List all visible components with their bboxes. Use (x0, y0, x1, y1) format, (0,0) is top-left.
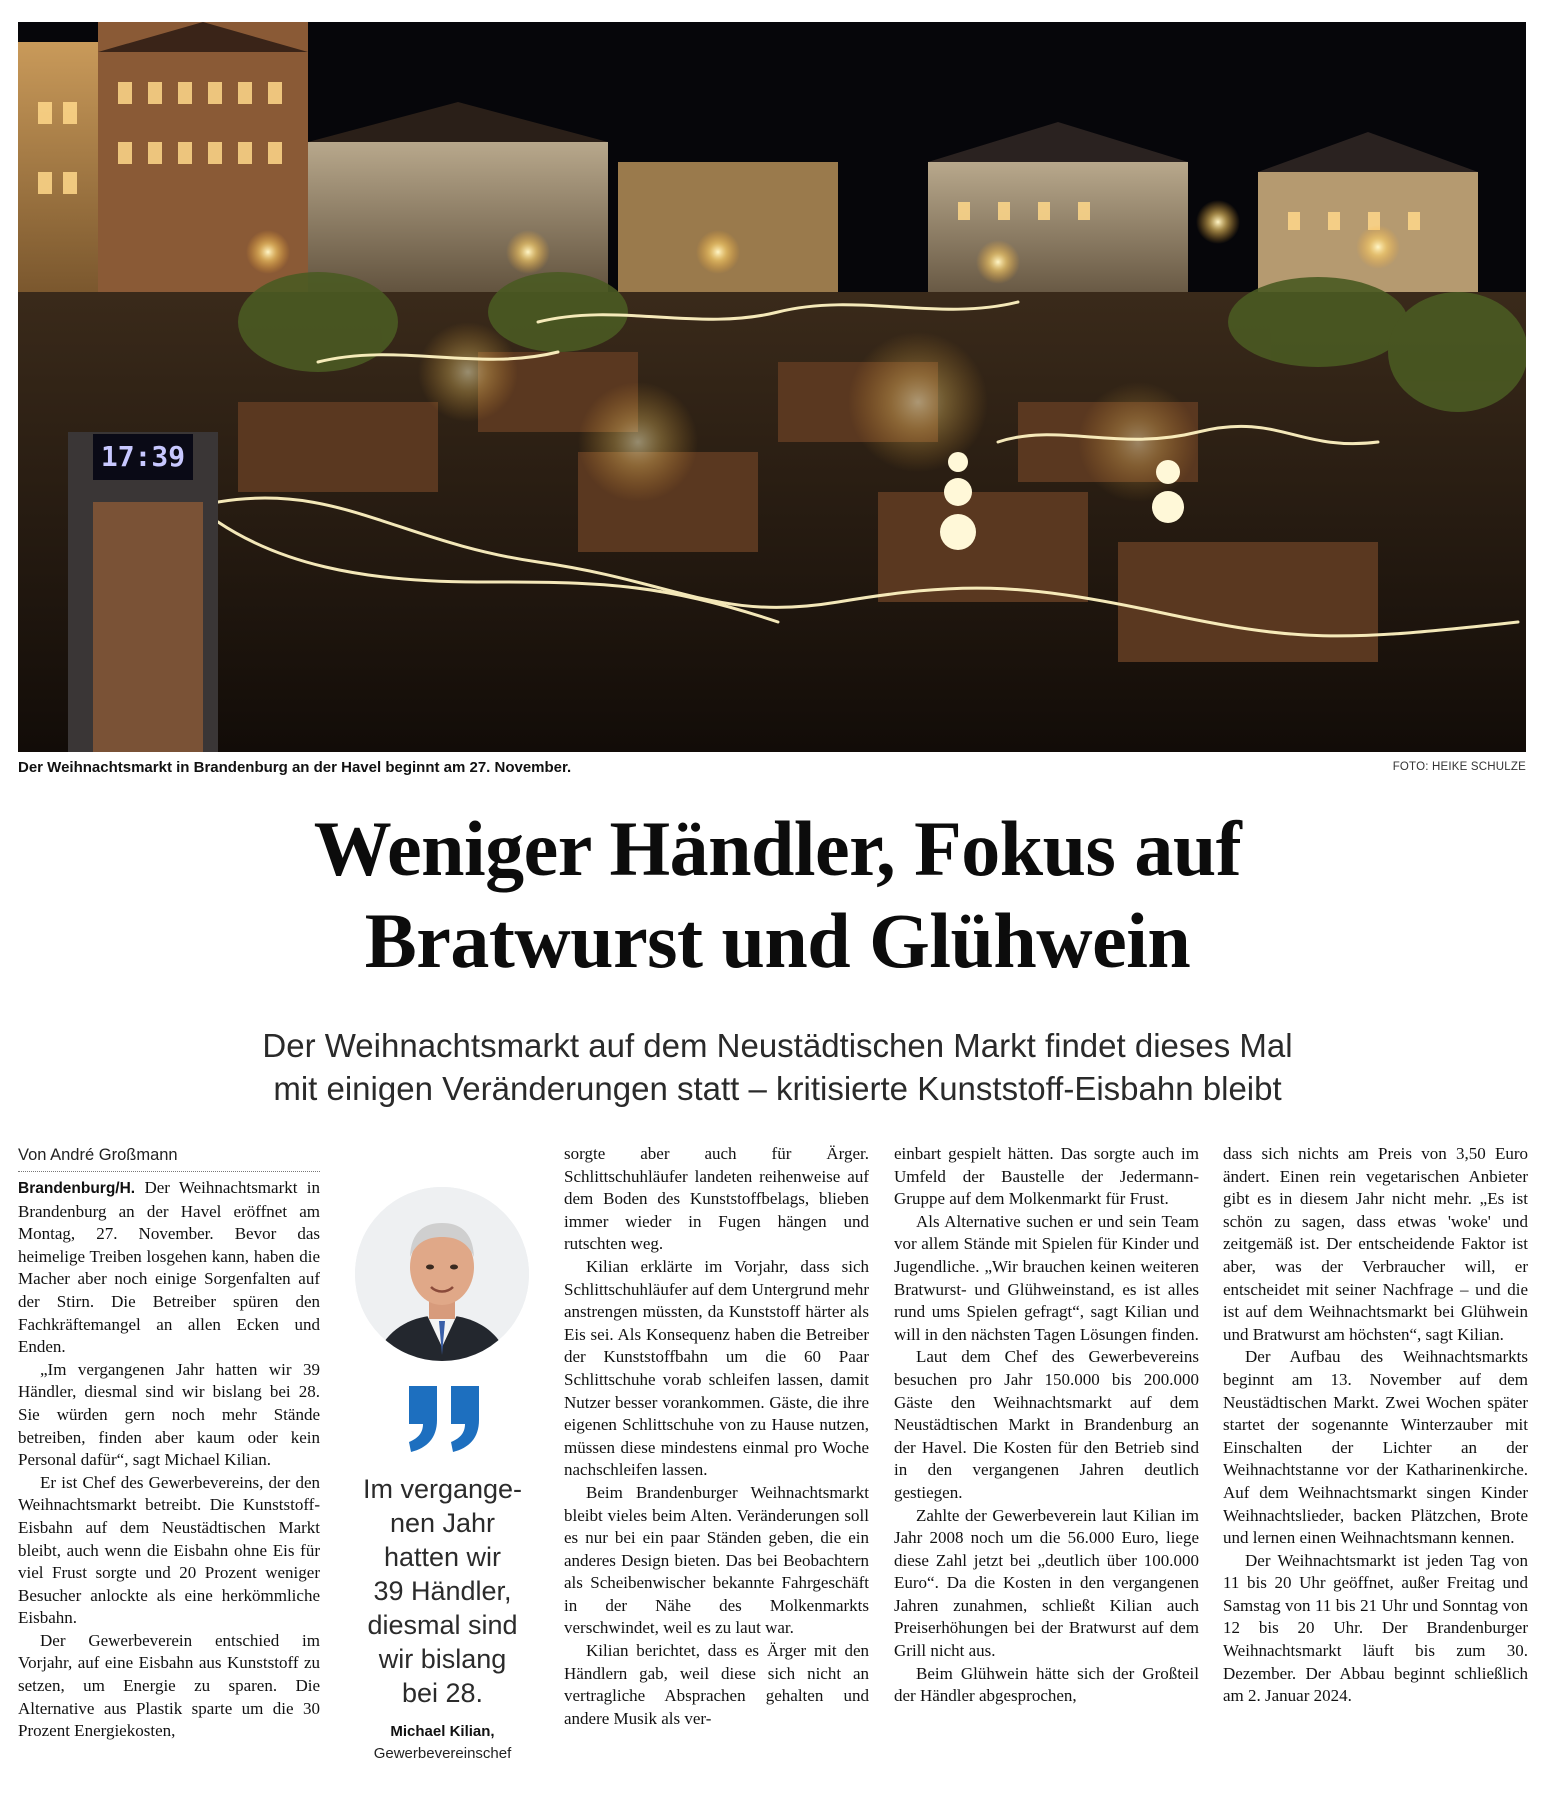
headline-line-2: Bratwurst und Glühwein (364, 897, 1191, 984)
headline-line-1: Weniger Händler, Fokus auf (313, 805, 1242, 892)
pull-quote-line: Im vergange- (362, 1474, 523, 1504)
pull-quote (340, 1472, 545, 1710)
pull-quote-line: bei 28. (401, 1678, 484, 1708)
paragraph: sorgte aber auch für Ärger. Schlittschuhläufer landeten reihenweise auf dem Boden des Kunststoffbelags, blieben immer wieder in Fugen hängen und rutschten weg. (564, 1144, 869, 1254)
paragraph: Der Gewerbeverein entschied im Vorjahr, auf eine Eisbahn aus Kunststoff zu setzen, um Energie zu sparen. Die Alternative aus Plastik sparte um die 30 Prozent Energiekosten, (18, 1630, 320, 1741)
article-headline (40, 803, 1515, 987)
article-column-3 (894, 1143, 1199, 1793)
paragraph: Kilian berichtet, dass es Ärger mit den Händlern gab, weil diese sich nicht an vertragliche Absprachen gehalten und andere Musik als ver- (564, 1641, 869, 1728)
subheadline-line-2: mit einigen Veränderungen statt – kritisierte Kunststoff-Eisbahn bleibt (273, 1070, 1282, 1107)
photo-caption: Der Weihnachtsmarkt in Brandenburg an der Havel beginnt am 27. November. (18, 759, 572, 776)
photo-illustration (18, 22, 1526, 752)
dateline: Brandenburg/H. (18, 1180, 136, 1197)
article-column-1 (18, 1177, 320, 1793)
pull-quote-line: diesmal sind (367, 1610, 518, 1640)
clock-display: 17:39 (100, 440, 186, 473)
pull-quote-line: nen Jahr (389, 1508, 496, 1538)
paragraph: Als Alternative suchen er und sein Team vor allem Stände mit Spielen für Kinder und Jugendliche. „Wir brauchen keinen weiteren Bratwurst- und Glühweinstand, es ist alles rund ums Spielen gefragt“, sagt Kilian und will in den nächsten Tagen Lösungen finden. (894, 1211, 1199, 1344)
quote-author-role: Gewerbevereinschef (373, 1745, 512, 1762)
portrait-photo (355, 1187, 529, 1361)
quote-author: Michael Kilian, (390, 1723, 495, 1740)
pull-quote-line: wir bislang (378, 1644, 507, 1674)
article-column-4 (1223, 1143, 1528, 1793)
portrait-illustration (355, 1187, 529, 1361)
pull-quote-line: hatten wir (383, 1542, 502, 1572)
article-column-2 (564, 1143, 869, 1793)
paragraph: Beim Brandenburger Weihnachtsmarkt bleibt vieles beim Alten. Veränderungen soll es nur bei ein paar Ständen geben, die ein anderes Design bieten. Das bei Beobachtern als Scheibenwischer bekannte Fahrgeschäft in der Nähe des Molkenmarkts verschwindet, weil es zu laut war. (564, 1482, 869, 1638)
quotation-mark-icon (405, 1386, 485, 1452)
photo-credit: FOTO: HEIKE SCHULZE (1392, 761, 1526, 773)
article-subheadline (40, 1024, 1515, 1110)
paragraph: Er ist Chef des Gewerbevereins, der den Weihnachtsmarkt betreibt. Die Kunststoff-Eisbahn auf dem Neustädtischen Markt bleibt, auch wenn die Eisbahn ohne Eis für viel Frust sorgte und 20 Prozent weniger Besucher anlockte als eine herkömmliche Eisbahn. (18, 1472, 320, 1628)
paragraph-text: Der Weihnachtsmarkt in Brandenburg an der Havel eröffnet am Montag, 27. November. Bevor das heimelige Treiben losgehen kann, haben die Macher aber noch einige Sorgenfalten auf der Stirn. Die Betreiber spüren den Fachkräftemangel an allen Ecken und Enden. (18, 1178, 320, 1357)
paragraph (18, 1177, 320, 1359)
paragraph: dass sich nichts am Preis von 3,50 Euro ändert. Einen rein vegetarischen Anbieter gibt es in diesem Jahr nicht mehr. „Es ist schön zu sagen, dass etwas 'woke' und zeitgemäß ist. Der entscheidende Faktor ist aber, was der Verbraucher will, er entscheidet mit seiner Nachfrage – und die ist auf dem Weihnachtsmarkt bei Glühwein und Bratwurst am höchsten“, sagt Kilian. (1223, 1144, 1528, 1344)
paragraph: einbart gespielt hätten. Das sorgte auch im Umfeld der Baustelle der Jedermann-Gruppe auf dem Molkenmarkt für Frust. (894, 1144, 1199, 1209)
paragraph: Der Aufbau des Weihnachtsmarkts beginnt am 13. November auf dem Neustädtischen Markt. Zwei Wochen später startet der sogenannte Winterzauber mit Einschalten der Lichter an der Weihnachtstanne vor der Katharinenkirche. Auf dem Weihnachtsmarkt singen Kinder Weihnachtslieder, backen Plätzchen, Brote und lernen einen Weihnachtsmann kennen. (1223, 1347, 1528, 1548)
paragraph: Laut dem Chef des Gewerbevereins besuchen pro Jahr 150.000 bis 200.000 Gäste den Weihnachtsmarkt auf dem Neustädtischen Markt in Brandenburg an der Havel. Die Kosten für den Betrieb sind in den vergangenen Jahren deutlich gestiegen. (894, 1347, 1199, 1502)
author-byline: Von André Großmann (18, 1146, 320, 1172)
pull-quote-line: 39 Händler, (373, 1576, 512, 1606)
paragraph: Der Weihnachtsmarkt ist jeden Tag von 11 bis 20 Uhr geöffnet, außer Freitag und Samstag von 11 bis 21 Uhr und Sonntag von 12 bis 20 Uhr. Der Brandenburger Weihnachtsmarkt läuft bis zum 30. Dezember. Der Abbau beginnt schließlich am 2. Januar 2024. (1223, 1550, 1528, 1706)
paragraph: Beim Glühwein hätte sich der Großteil der Händler abgesprochen, (894, 1663, 1199, 1706)
subheadline-line-1: Der Weihnachtsmarkt auf dem Neustädtischen Markt findet dieses Mal (262, 1027, 1293, 1064)
paragraph: „Im vergangenen Jahr hatten wir 39 Händler, diesmal sind wir bislang bei 28. Sie würden gern noch mehr Stände betreiben, finden aber kaum oder kein Personal dafür“, sagt Michael Kilian. (18, 1359, 320, 1470)
paragraph: Zahlte der Gewerbeverein laut Kilian im Jahr 2008 noch um die 56.000 Euro, liege diese Zahl jetzt bei „deutlich über 100.000 Euro“. Da die Kosten in den vergangenen Jahren zunahmen, schließt Kilian auch Preiserhöhungen bei der Bratwurst auf dem Grill nicht aus. (894, 1505, 1199, 1661)
christmas-market-photo (18, 22, 1526, 752)
photo-caption-bar (18, 759, 1526, 781)
paragraph: Kilian erklärte im Vorjahr, dass sich Schlittschuhläufer auf dem Untergrund mehr anstrengen müssten, da Kunststoff härter als Eis sei. Als Konsequenz haben die Betreiber der Kunststoffbahn um die 60 Paar Schlittschuhe vorab schleifen lassen, damit Nutzer besser vorankommen. Gäste, die ihre eigenen Schlittschuhe von zu Hause nutzen, müssen diese mindestens einmal pro Woche nachschleifen lassen. (564, 1256, 869, 1480)
